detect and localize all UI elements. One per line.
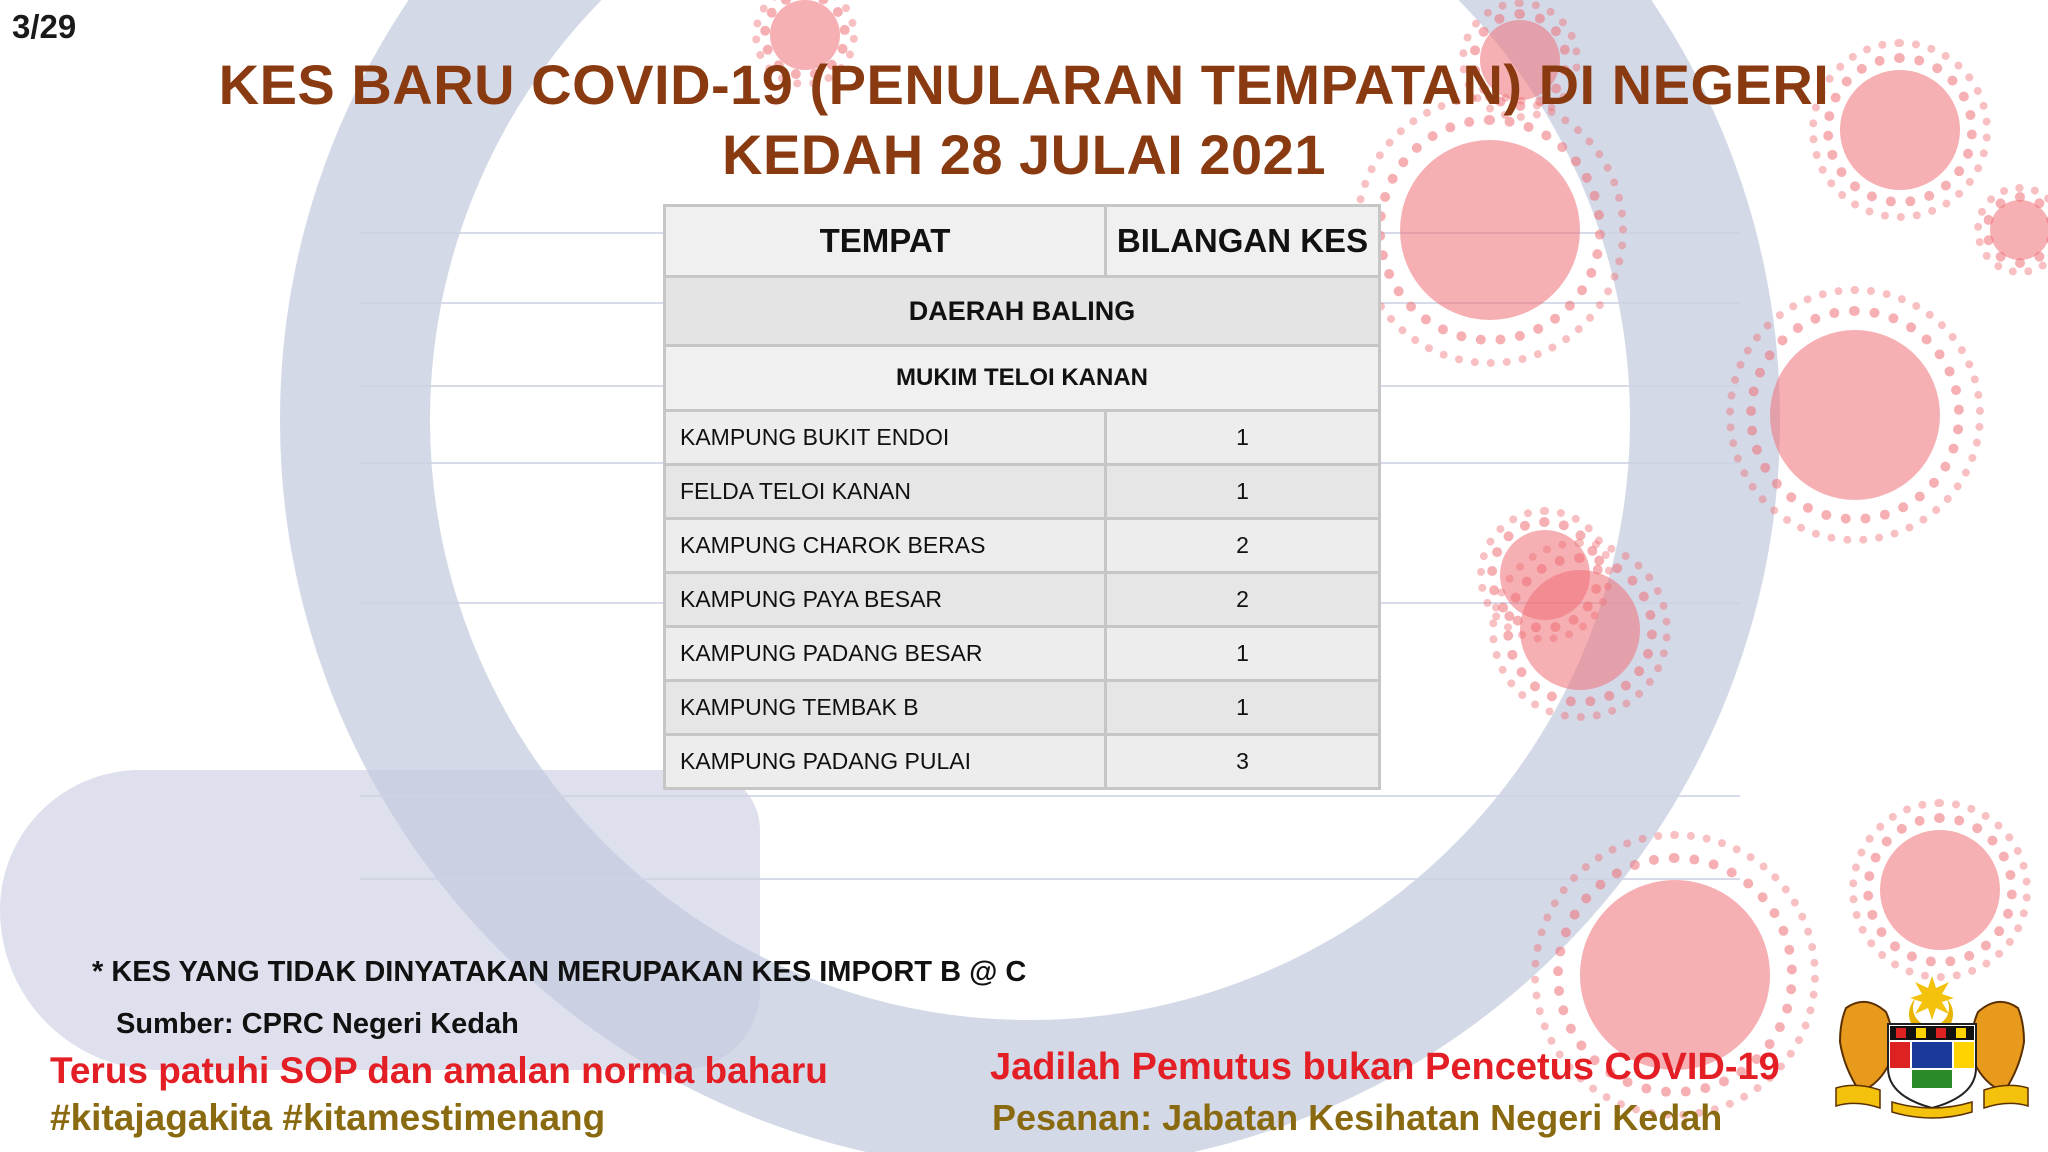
background-stripe (360, 878, 1740, 880)
place-cell: KAMPUNG PADANG BESAR (665, 627, 1106, 681)
source-credit: Sumber: CPRC Negeri Kedah (116, 1008, 519, 1040)
place-cell: KAMPUNG BUKIT ENDOI (665, 411, 1106, 465)
virus-icon (1500, 530, 1590, 620)
malaysia-coat-of-arms-icon (1832, 968, 2032, 1120)
case-count-cell: 2 (1106, 519, 1380, 573)
table-row (665, 519, 1380, 573)
cases-table (663, 204, 1381, 790)
hashtags: #kitajagakita #kitamestimenang (50, 1097, 606, 1138)
table-row (665, 573, 1380, 627)
case-count-cell: 2 (1106, 573, 1380, 627)
slogan: Jadilah Pemutus bukan Pencetus COVID-19 (990, 1046, 1780, 1088)
virus-icon (1580, 880, 1770, 1070)
table-row (665, 681, 1380, 735)
district-row (665, 277, 1380, 346)
virus-icon (1880, 830, 2000, 950)
sop-message: Terus patuhi SOP dan amalan norma baharu (50, 1050, 828, 1091)
title-line-2: KEDAH 28 JULAI 2021 (722, 123, 1326, 186)
virus-icon (1770, 330, 1940, 500)
place-cell: KAMPUNG CHAROK BERAS (665, 519, 1106, 573)
case-count-cell: 1 (1106, 627, 1380, 681)
mukim-row (665, 346, 1380, 411)
virus-icon (1990, 200, 2048, 260)
column-header-cases: BILANGAN KES (1106, 206, 1380, 277)
case-count-cell: 3 (1106, 735, 1380, 789)
mukim-label: MUKIM TELOI KANAN (665, 346, 1380, 411)
case-count-cell: 1 (1106, 465, 1380, 519)
place-cell: KAMPUNG TEMBAK B (665, 681, 1106, 735)
background-stripe (360, 795, 1740, 797)
place-cell: FELDA TELOI KANAN (665, 465, 1106, 519)
page-counter: 3/29 (12, 8, 77, 45)
table-header-row (665, 206, 1380, 277)
message-from: Pesanan: Jabatan Kesihatan Negeri Kedah (992, 1097, 1723, 1138)
page-title (0, 50, 2048, 190)
table-row (665, 411, 1380, 465)
table-row (665, 735, 1380, 789)
footnote: * KES YANG TIDAK DINYATAKAN MERUPAKAN KES IMPORT B @ C (92, 956, 1027, 988)
district-label: DAERAH BALING (665, 277, 1380, 346)
case-count-cell: 1 (1106, 681, 1380, 735)
table-row (665, 465, 1380, 519)
place-cell: KAMPUNG PAYA BESAR (665, 573, 1106, 627)
column-header-place: TEMPAT (665, 206, 1106, 277)
place-cell: KAMPUNG PADANG PULAI (665, 735, 1106, 789)
table-row (665, 627, 1380, 681)
case-count-cell: 1 (1106, 411, 1380, 465)
title-line-1: KES BARU COVID-19 (PENULARAN TEMPATAN) DI NEGERI (218, 53, 1830, 116)
